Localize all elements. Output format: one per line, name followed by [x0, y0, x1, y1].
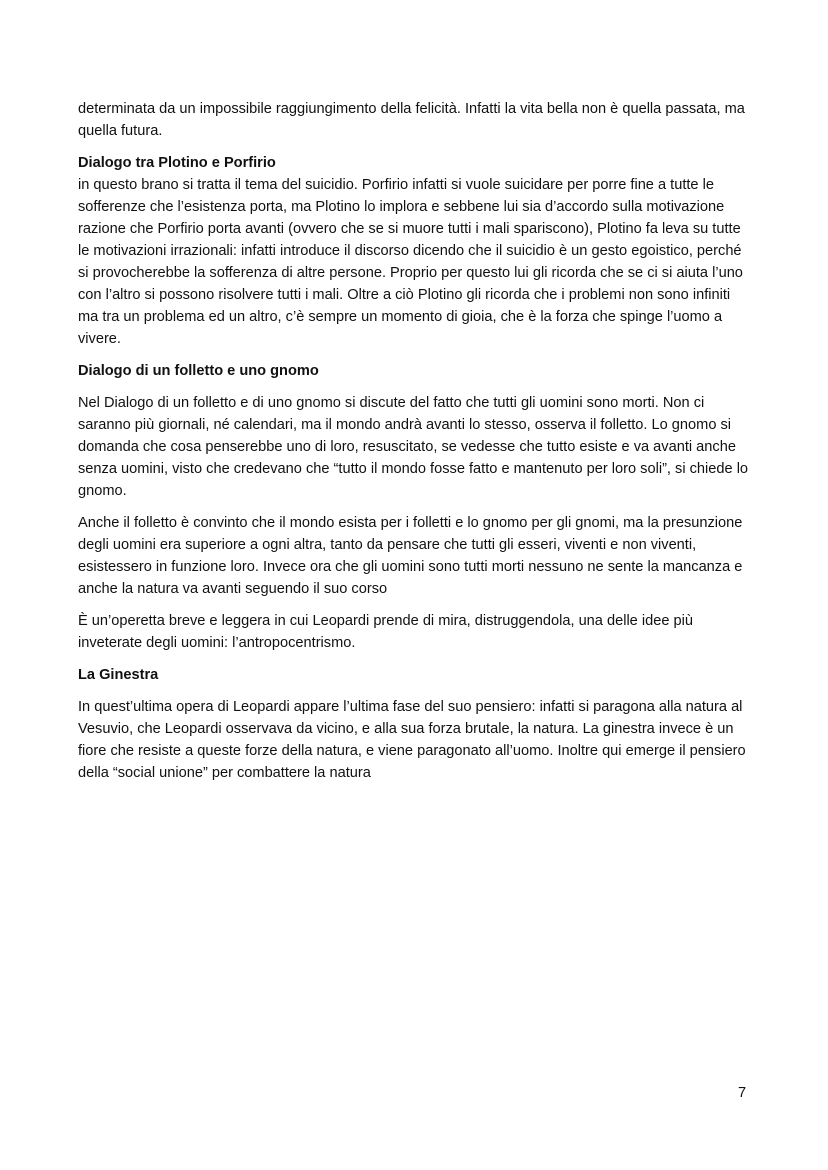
- section-paragraph: in questo brano si tratta il tema del suicidio. Porfirio infatti si vuole suicidare per porre fine a tutte le sofferenze che l’esistenza porta, ma Plotino lo implora e sebbene lui sia d’accordo sulla motivazione razione che Porfirio porta avanti (ovvero che se si muore tutti i mali spariscono), Plotino fa leva su tutte le motivazioni irrazionali: infatti introduce il discorso dicendo che il suicidio è un gesto egoistico, perché si provocherebbe la sofferenza di altre persone. Proprio per questo lui gli ricorda che se ci si aiuta l’uno con l’altro si possono risolvere tutti i mali. Oltre a ciò Plotino gli ricorda che i problemi non sono infiniti ma tra un problema ed un altro, c’è sempre un momento di gioia, che è la forza che spinge l’uomo a vivere.: [78, 177, 743, 347]
- intro-paragraph: determinata da un impossibile raggiungimento della felicità. Infatti la vita bella non è quella passata, ma quella futura.: [78, 101, 745, 139]
- section-heading-plotino-porfirio: Dialogo tra Plotino e Porfirio: [78, 155, 276, 171]
- section-paragraph: In quest’ultima opera di Leopardi appare l’ultima fase del suo pensiero: infatti si paragona alla natura al Vesuvio, che Leopardi osservava da vicino, e alla sua forza brutale, la natura. La ginestra invece è un fiore che resiste a queste forze della natura, e viene paragonato all’uomo. Inoltre qui emerge il pensiero della “social unione” per combattere la natura: [78, 699, 746, 781]
- section-paragraph: Anche il folletto è convinto che il mondo esista per i folletti e lo gnomo per gli gnomi, ma la presunzione degli uomini era superiore a ogni altra, tanto da pensare che tutti gli esseri, viventi e non viventi, esistessero in funzione loro. Invece ora che gli uomini sono tutti morti nessuno ne sente la mancanza e anche la natura va avanti seguendo il suo corso: [78, 515, 743, 597]
- section-heading-folletto-gnomo: Dialogo di un folletto e uno gnomo: [78, 363, 319, 379]
- section-paragraph: Nel Dialogo di un folletto e di uno gnomo si discute del fatto che tutti gli uomini sono morti. Non ci saranno più giornali, né calendari, ma il mondo andrà avanti lo stesso, osserva il folletto. Lo gnomo si domanda che cosa penserebbe uno di loro, resuscitato, se vedesse che tutto esiste e va avanti anche senza uomini, visto che credevano che “tutto il mondo fosse fatto e mantenuto per loro soli”, si chiede lo gnomo.: [78, 395, 749, 499]
- page-content: [78, 98, 753, 794]
- section-heading-ginestra: La Ginestra: [78, 667, 159, 683]
- page-number: 7: [738, 1085, 747, 1101]
- section-paragraph: È un’operetta breve e leggera in cui Leopardi prende di mira, distruggendola, una delle idee più inveterate degli uomini: l’antropocentrismo.: [78, 613, 693, 651]
